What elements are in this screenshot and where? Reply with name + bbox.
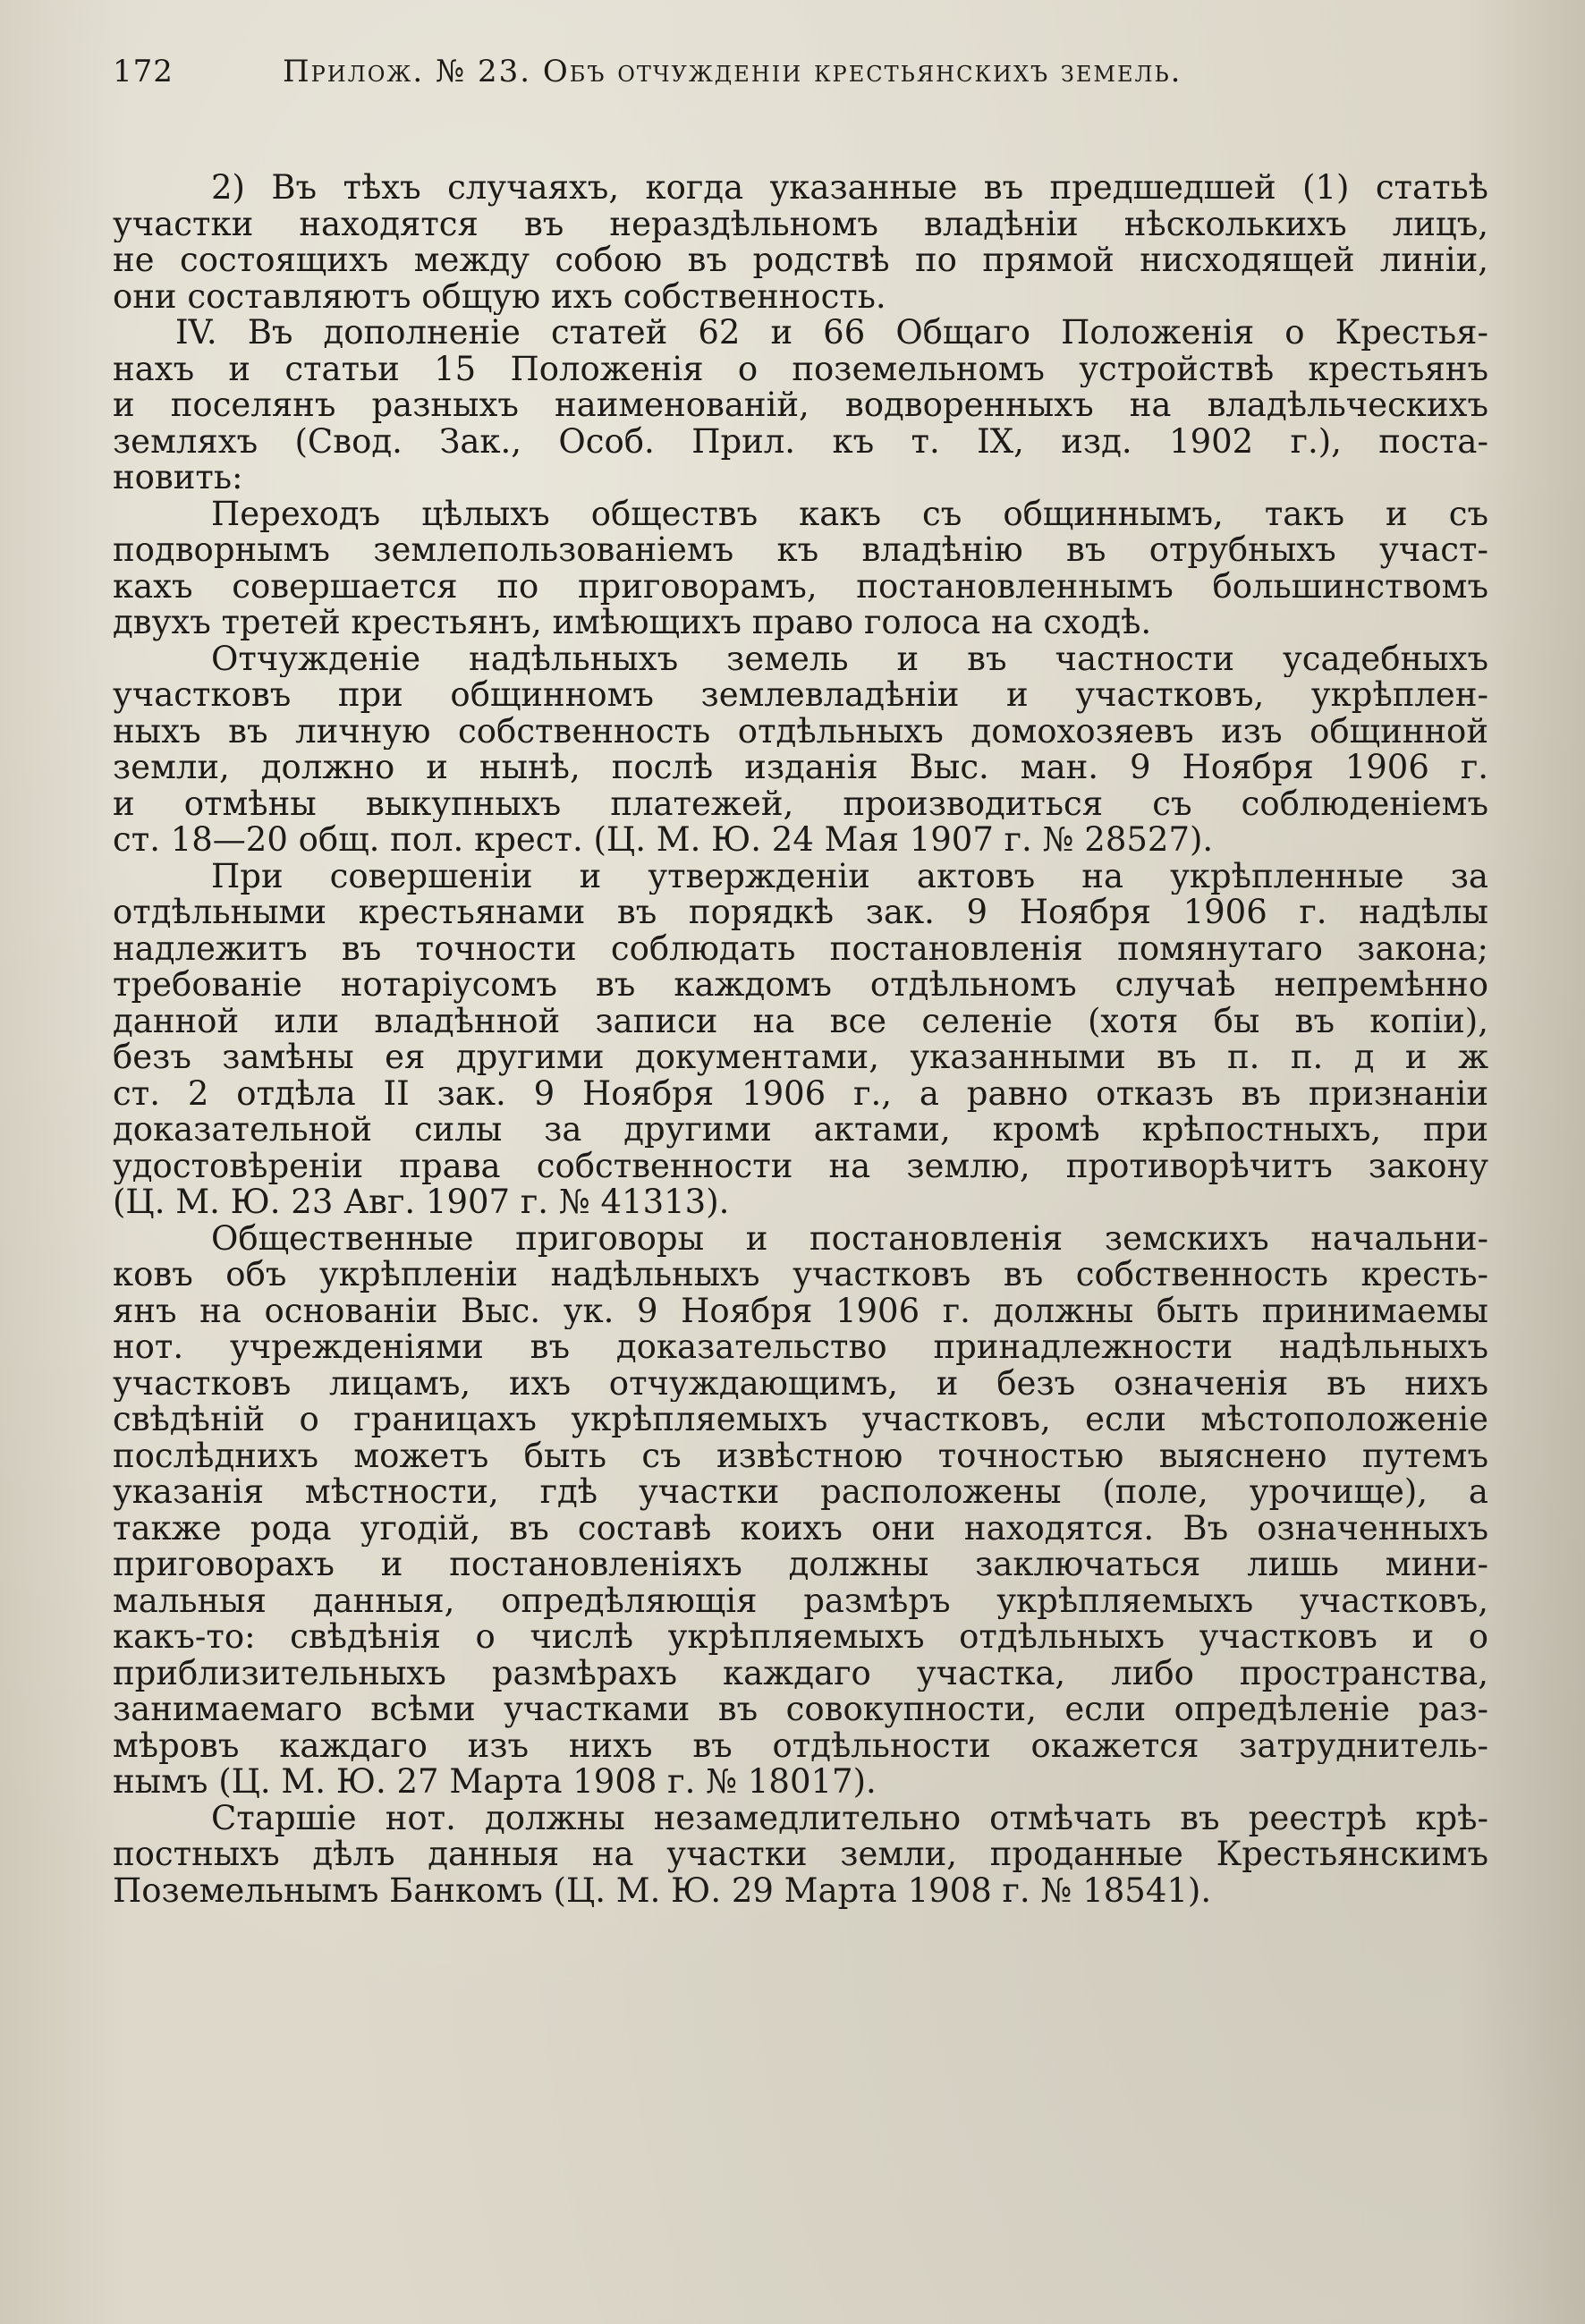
text-line: участковъ при общинномъ землевладѣніи и участковъ, укрѣплен- — [113, 677, 1488, 714]
paragraph — [113, 1801, 1488, 1910]
text-line: (Ц. М. Ю. 23 Авг. 1907 г. № 41313). — [113, 1184, 730, 1221]
text-line: занимаемаго всѣми участками въ совокупности, если опредѣленіе раз- — [113, 1692, 1488, 1728]
text-line: безъ замѣны ея другими документами, указанными въ п. п. д и ж — [113, 1039, 1488, 1076]
paragraph — [113, 1221, 1488, 1801]
page-number: 172 — [113, 54, 174, 89]
text-line: требованіе нотаріусомъ въ каждомъ отдѣльномъ случаѣ непремѣнно — [113, 967, 1488, 1004]
text-line: 2) Въ тѣхъ случаяхъ, когда указанные въ предшедшей (1) статьѣ — [211, 170, 1488, 207]
text-line: нот. учрежденіями въ доказательство принадлежности надѣльныхъ — [113, 1329, 1488, 1366]
text-line: постныхъ дѣлъ данныя на участки земли, проданные Крестьянскимъ — [113, 1836, 1488, 1873]
text-line: мальныя данныя, опредѣляющія размѣръ укрѣпляемыхъ участковъ, — [113, 1582, 1488, 1619]
text-line: не состоящихъ между собою въ родствѣ по прямой нисходящей линіи, — [113, 242, 1488, 279]
text-line: послѣднихъ можетъ быть съ извѣстною точностью выяснено путемъ — [113, 1438, 1488, 1474]
text-line: янъ на основаніи Выс. ук. 9 Ноября 1906 г. должны быть принимаемы — [113, 1293, 1488, 1329]
text-line: При совершеніи и утвержденіи актовъ на укрѣпленные за — [211, 858, 1488, 895]
text-line: приблизительныхъ размѣрахъ каждаго участка, либо пространства, — [113, 1655, 1488, 1692]
paragraph — [113, 641, 1488, 859]
text-line: свѣдѣній о границахъ укрѣпляемыхъ участковъ, если мѣстоположеніе — [113, 1402, 1488, 1438]
text-line: Общественные приговоры и постановленія земскихъ начальни- — [211, 1220, 1488, 1257]
text-line: IV. Въ дополненіе статей 62 и 66 Общаго Положенія о Крестья- — [175, 315, 1488, 352]
text-line: отдѣльными крестьянами въ порядкѣ зак. 9 Ноября 1906 г. надѣлы — [113, 895, 1488, 931]
text-line: новить: — [113, 460, 243, 496]
running-head-title: Прилож. № 23. Объ отчужденіи крестьянскихъ земель. — [283, 54, 1182, 89]
text-line: данной или владѣнной записи на все селеніе (хотя бы въ копіи), — [113, 1003, 1488, 1039]
paragraph — [113, 496, 1488, 641]
text-line: нымъ (Ц. М. Ю. 27 Марта 1908 г. № 18017). — [113, 1764, 877, 1801]
text-line: двухъ третей крестьянъ, имѣющихъ право голоса на сходѣ. — [113, 605, 1152, 641]
text-line: они составляютъ общую ихъ собственность. — [113, 278, 886, 315]
text-line: ст. 2 отдѣла II зак. 9 Ноября 1906 г., а равно отказъ въ признаніи — [113, 1075, 1488, 1112]
text-line: ст. 18—20 общ. пол. крест. (Ц. М. Ю. 24 Мая 1907 г. № 28527). — [113, 822, 1214, 859]
text-line: ныхъ въ личную собственность отдѣльныхъ домохозяевъ изъ общинной — [113, 713, 1488, 750]
paragraph — [113, 315, 1488, 496]
text-line: земляхъ (Свод. Зак., Особ. Прил. къ т. IX, изд. 1902 г.), поста- — [113, 423, 1488, 460]
text-line: также рода угодій, въ составѣ коихъ они находятся. Въ означенныхъ — [113, 1510, 1488, 1547]
text-line: Старшіе нот. должны незамедлительно отмѣчать въ реестрѣ крѣ- — [211, 1800, 1488, 1836]
text-line: ковъ объ укрѣпленіи надѣльныхъ участковъ въ собственность кресть- — [113, 1257, 1488, 1293]
paragraph — [113, 859, 1488, 1221]
text-line: указанія мѣстности, гдѣ участки расположены (поле, урочище), а — [113, 1474, 1488, 1511]
text-line: мѣровъ каждаго изъ нихъ въ отдѣльности окажется затруднитель- — [113, 1727, 1488, 1764]
text-line: участки находятся въ нераздѣльномъ владѣніи нѣсколькихъ лицъ, — [113, 206, 1488, 242]
text-line: доказательной силы за другими актами, кромѣ крѣпостныхъ, при — [113, 1112, 1488, 1149]
text-line: участковъ лицамъ, ихъ отчуждающимъ, и безъ означенія въ нихъ — [113, 1365, 1488, 1402]
text-line: Поземельнымъ Банкомъ (Ц. М. Ю. 29 Марта 1908 г. № 18541). — [113, 1872, 1212, 1909]
text-line: земли, должно и нынѣ, послѣ изданія Выс. ман. 9 Ноября 1906 г. — [113, 750, 1488, 786]
paragraph — [113, 170, 1488, 315]
text-line: надлежитъ въ точности соблюдать постановленія помянутаго закона; — [113, 930, 1488, 967]
text-line: и поселянъ разныхъ наименованій, водворенныхъ на владѣльческихъ — [113, 387, 1488, 424]
text-line: и отмѣны выкупныхъ платежей, производиться съ соблюденіемъ — [113, 785, 1488, 822]
text-line: приговорахъ и постановленіяхъ должны заключаться лишь мини- — [113, 1547, 1488, 1583]
running-head — [113, 54, 1488, 107]
text-line: какъ-то: свѣдѣнія о числѣ укрѣпляемыхъ отдѣльныхъ участковъ и о — [113, 1619, 1488, 1656]
text-line: Отчужденіе надѣльныхъ земель и въ частности усадебныхъ — [211, 640, 1488, 677]
text-line: нахъ и статьи 15 Положенія о поземельномъ устройствѣ крестьянъ — [113, 351, 1488, 387]
text-line: кахъ совершается по приговорамъ, постановленнымъ большинствомъ — [113, 568, 1488, 605]
body-text — [113, 170, 1488, 1909]
text-line: удостовѣреніи права собственности на землю, противорѣчитъ закону — [113, 1148, 1488, 1184]
text-line: Переходъ цѣлыхъ обществъ какъ съ общиннымъ, такъ и съ — [211, 496, 1488, 532]
text-line: подворнымъ землепользованіемъ къ владѣнію въ отрубныхъ участ- — [113, 532, 1488, 569]
